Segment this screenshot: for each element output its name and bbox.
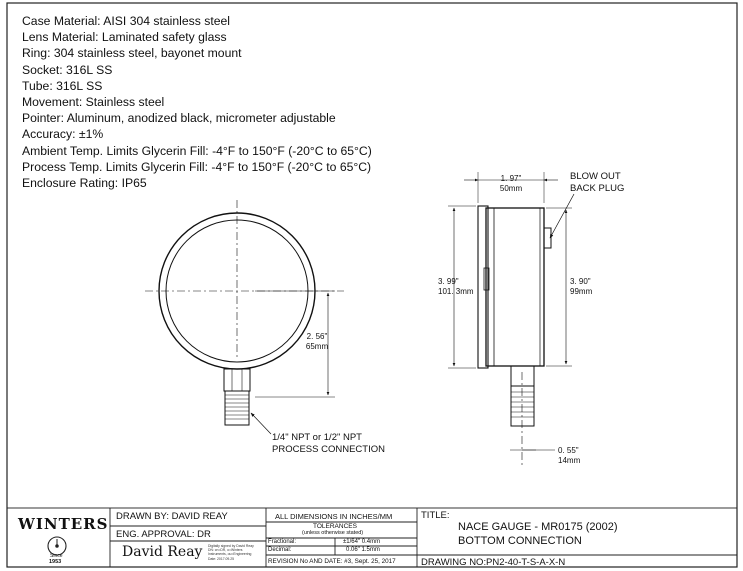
dim-3-99-label (438, 277, 474, 297)
spec-list (22, 13, 372, 191)
dim-2-56-in: 2. 56" (306, 332, 328, 341)
blow-out-line2: BACK PLUG (570, 183, 625, 194)
dim-2-56-label (300, 332, 334, 352)
drawn-by: DRAWN BY: DAVID REAY (116, 511, 228, 522)
dimensions-note: ALL DIMENSIONS IN INCHES/MM (275, 512, 393, 521)
spec-movement: Movement: Stainless steel (22, 95, 165, 110)
spec-accuracy: Accuracy: ±1% (22, 127, 104, 142)
dim-1-97-mm: 50mm (499, 184, 523, 193)
dim-0-55-mm: 14mm (558, 456, 581, 465)
winters-logo: WINTERS (18, 515, 109, 533)
dim-3-99-in: 3. 99" (438, 277, 459, 286)
fractional-value: ±1/64" 0.4mm (343, 539, 381, 545)
decimal-label: Decimal: (268, 547, 292, 553)
revision: REVISION No AND DATE: #3, Sept. 25, 2017 (268, 558, 396, 565)
spec-pointer: Pointer: Aluminum, anodized black, micrometer adjustable (22, 111, 336, 126)
spec-tube: Tube: 316L SS (22, 78, 103, 93)
spec-lens: Lens Material: Laminated safety glass (22, 30, 227, 45)
blow-out-plug (544, 228, 551, 248)
spec-ambient-temp: Ambient Temp. Limits Glycerin Fill: -4°F to 150°F (-20°C to 65°C) (22, 143, 372, 158)
side-view (448, 172, 574, 465)
threaded-stem (225, 391, 249, 425)
dim-3-90-in: 3. 90" (570, 277, 591, 286)
decimal-value: 0.06" 1.5mm (346, 547, 380, 553)
connection-line2: PROCESS CONNECTION (272, 444, 385, 455)
tolerances-note: (unless otherwise stated) (302, 530, 364, 536)
side-socket-hex (511, 366, 534, 386)
side-case (486, 208, 544, 366)
dim-0-55-in: 0. 55" (558, 446, 579, 455)
dim-1-97-in: 1. 97" (500, 174, 522, 183)
connection-line1: 1/4" NPT or 1/2" NPT (272, 432, 362, 443)
front-view (145, 200, 344, 434)
connection-leader (251, 413, 271, 434)
spec-case: Case Material: AISI 304 stainless steel (22, 14, 230, 28)
socket-hex (224, 369, 250, 391)
spec-enclosure: Enclosure Rating: IP65 (22, 176, 147, 191)
since-label: Since (50, 553, 63, 559)
since-year: 1953 (49, 559, 62, 565)
dim-3-99-mm: 101. 3mm (438, 287, 474, 296)
signature-meta: Digitally signed by David Reay DN: cn=DR, o=Winters Instruments, ou=Engineering Date: 2017.09.25 (208, 544, 254, 561)
tolerances-title: TOLERANCES (313, 523, 357, 530)
dim-0-55-label (558, 446, 580, 466)
blow-out-label (570, 171, 624, 195)
fractional-label: Fractional: (268, 539, 297, 545)
drawing-no-label: DRAWING NO: (421, 557, 487, 568)
dim-3-90-label (570, 277, 592, 297)
signature: David Reay (122, 544, 203, 560)
connection-label (272, 432, 385, 456)
blow-out-line1: BLOW OUT (570, 171, 621, 182)
blow-out-leader (550, 194, 574, 238)
title-line1: NACE GAUGE - MR0175 (2002) (458, 521, 618, 533)
dim-3-90-mm: 99mm (570, 287, 593, 296)
dim-2-56-mm: 65mm (305, 342, 329, 351)
eng-approval: ENG. APPROVAL: DR (116, 529, 211, 540)
spec-socket: Socket: 316L SS (22, 62, 113, 77)
drawing-no: PN2-40-T-S-A-X-N (486, 557, 566, 568)
title-line2: BOTTOM CONNECTION (458, 535, 582, 547)
title-label: TITLE: (421, 510, 450, 521)
spec-ring: Ring: 304 stainless steel, bayonet mount (22, 46, 242, 61)
spec-process-temp: Process Temp. Limits Glycerin Fill: -4°F to 150°F (-20°C to 65°C) (22, 159, 372, 174)
dim-1-97-label (493, 174, 529, 194)
